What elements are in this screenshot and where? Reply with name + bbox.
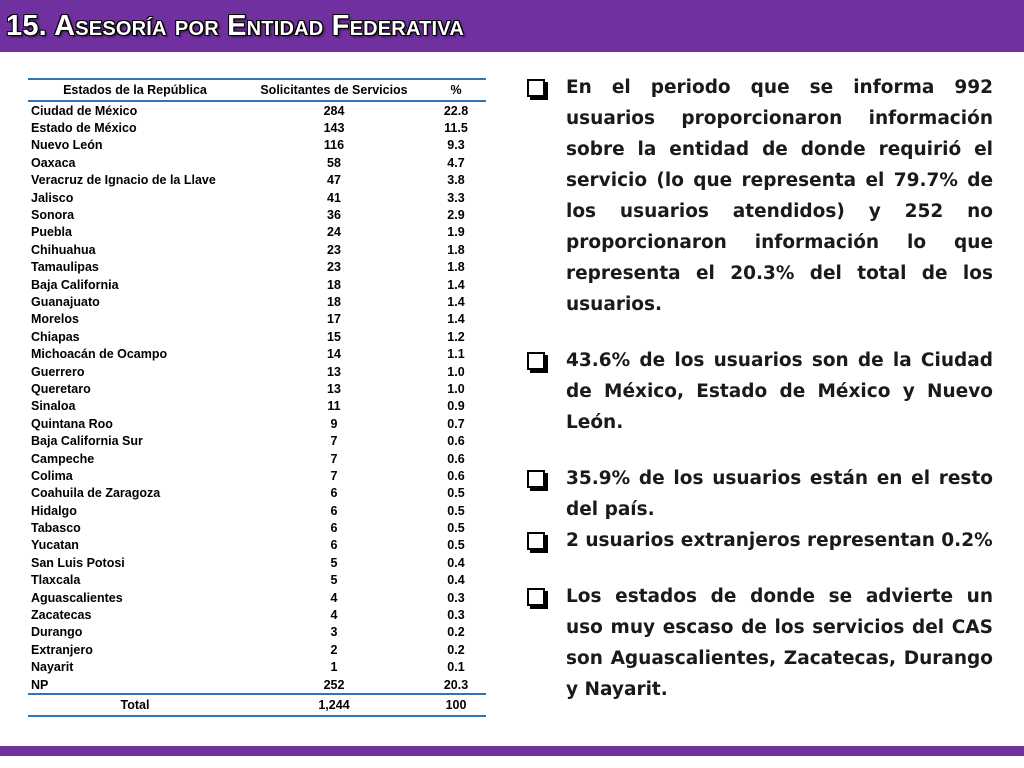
table-row [28,415,486,432]
percent-value: 22.8 [443,103,469,118]
checkbox-icon [527,352,545,370]
percent-value: 0.5 [447,538,465,553]
percent-value: 0.9 [447,399,465,414]
state-name: Tlaxcala [31,573,81,588]
slide-title: 15. Asesoría por Entidad Federativa [6,10,464,42]
request-count: 6 [330,538,338,553]
table-row [28,467,486,484]
request-count: 5 [330,555,338,570]
request-count: 4 [330,608,338,623]
request-count: 7 [330,434,338,449]
percent-value: 1.8 [447,260,465,275]
request-count: 3 [330,625,338,640]
table-header-row [28,79,486,101]
request-count: 6 [330,486,338,501]
percent-value: 1.4 [447,294,465,309]
state-name: Queretaro [31,381,91,396]
percent-value: 0.3 [447,590,465,605]
request-count: 18 [327,277,341,292]
table-row [28,154,486,171]
table-row [28,206,486,223]
request-count: 24 [327,225,341,240]
table-row [28,189,486,206]
note-text: 35.9% de los usuarios están en el resto del país. [566,468,993,520]
total-count: 1,244 [242,694,426,716]
request-count: 2 [330,642,338,657]
percent-value: 1.4 [447,312,465,327]
state-name: Baja California [31,277,119,292]
percent-value: 1.0 [447,381,465,396]
request-count: 7 [330,468,338,483]
percent-value: 0.5 [447,486,465,501]
checkbox-icon [527,470,545,488]
table-row [28,224,486,241]
table-row [28,502,486,519]
checkbox-icon [527,588,545,606]
request-count: 9 [330,416,338,431]
percent-value: 0.6 [447,468,465,483]
percent-value: 9.3 [447,138,465,153]
percent-value: 1.4 [447,277,465,292]
state-name: Colima [31,468,73,483]
state-name: Oaxaca [31,155,76,170]
percent-value: 0.6 [447,451,465,466]
state-name: Veracruz de Ignacio de la Llave [31,173,216,188]
percent-value: 1.2 [447,329,465,344]
state-name: Baja California Sur [31,434,143,449]
percent-value: 0.7 [447,416,465,431]
states-table [28,78,486,717]
state-name: Estado de México [31,121,137,136]
header-states: Estados de la República [28,79,242,101]
table-row [28,450,486,467]
note-item [523,72,993,320]
state-name: Jalisco [31,190,74,205]
request-count: 17 [327,312,341,327]
state-name: Sonora [31,208,75,223]
table-row [28,589,486,606]
percent-value: 0.2 [447,642,465,657]
state-name: Durango [31,625,83,640]
note-text: 43.6% de los usuarios son de la Ciudad de México, Estado de México y Nuevo León. [566,350,993,433]
table-row [28,241,486,258]
percent-value: 1.8 [447,242,465,257]
table-row [28,259,486,276]
percent-value: 0.2 [447,625,465,640]
percent-value: 3.8 [447,173,465,188]
table-row [28,659,486,676]
request-count: 252 [323,677,345,692]
total-percent: 100 [426,694,486,716]
request-count: 13 [327,364,341,379]
state-name: Nayarit [31,660,74,675]
state-name: Morelos [31,312,79,327]
state-name: Extranjero [31,642,93,657]
table-row [28,641,486,658]
state-name: Aguascalientes [31,590,123,605]
state-name: Hidalgo [31,503,77,518]
table-row [28,363,486,380]
percent-value: 0.1 [447,660,465,675]
state-name: Zacatecas [31,608,92,623]
note-item [523,525,993,556]
note-item [523,345,993,438]
request-count: 58 [327,155,341,170]
percent-value: 0.4 [447,573,465,588]
table-row [28,624,486,641]
state-name: Coahuila de Zaragoza [31,486,161,501]
request-count: 7 [330,451,338,466]
table-row [28,276,486,293]
state-name: Chiapas [31,329,80,344]
request-count: 143 [323,121,345,136]
request-count: 14 [327,347,341,362]
request-count: 5 [330,573,338,588]
state-name: Nuevo León [31,138,103,153]
percent-value: 4.7 [447,155,465,170]
request-count: 4 [330,590,338,605]
table-row [28,398,486,415]
table-row [28,380,486,397]
state-name: Tabasco [31,521,81,536]
percent-value: 0.5 [447,521,465,536]
request-count: 11 [327,399,341,414]
note-text: 2 usuarios extranjeros representan 0.2% [566,530,993,551]
state-name: Michoacán de Ocampo [31,347,168,362]
table-row [28,537,486,554]
state-name: Guerrero [31,364,85,379]
table-row [28,137,486,154]
percent-value: 1.9 [447,225,465,240]
percent-value: 2.9 [447,208,465,223]
notes-list [523,72,993,705]
checkbox-icon [527,79,545,97]
state-name: Guanajuato [31,294,100,309]
table-row [28,119,486,136]
state-name: San Luis Potosi [31,555,125,570]
request-count: 1 [330,660,338,675]
note-item [523,581,993,705]
request-count: 13 [327,381,341,396]
request-count: 18 [327,294,341,309]
state-name: Campeche [31,451,95,466]
table-row [28,606,486,623]
percent-value: 1.0 [447,364,465,379]
request-count: 36 [327,208,341,223]
percent-value: 20.3 [443,677,469,692]
header-requests: Solicitantes de Servicios [242,79,426,101]
table-row [28,172,486,189]
table-row [28,676,486,694]
request-count: 23 [327,260,341,275]
request-count: 47 [327,173,341,188]
table-row [28,572,486,589]
percent-value: 0.4 [447,555,465,570]
state-name: NP [31,677,49,692]
checkbox-icon [527,532,545,550]
state-name: Yucatan [31,538,79,553]
state-name: Puebla [31,225,72,240]
request-count: 284 [323,103,345,118]
note-item [523,463,993,525]
request-count: 15 [327,329,341,344]
percent-value: 0.6 [447,434,465,449]
table-row [28,328,486,345]
state-name: Sinaloa [31,399,76,414]
percent-value: 1.1 [447,347,465,362]
note-text: En el periodo que se informa 992 usuarios proporcionaron información sobre la entidad de donde requirió el servicio (lo que representa el 79.7% de los usuarios atendidos) y 252 no proporcionaron información lo que representa el 20.3% del total de los usuarios. [566,77,993,315]
table-row [28,554,486,571]
state-name: Quintana Roo [31,416,113,431]
percent-value: 0.5 [447,503,465,518]
percent-value: 3.3 [447,190,465,205]
total-label: Total [28,694,242,716]
state-name: Tamaulipas [31,260,99,275]
table-row [28,485,486,502]
table-row [28,519,486,536]
request-count: 116 [323,138,345,153]
state-name: Chihuahua [31,242,96,257]
request-count: 6 [330,521,338,536]
header-percent: % [426,79,486,101]
percent-value: 11.5 [444,121,468,136]
table-row [28,311,486,328]
state-name: Ciudad de México [31,103,138,118]
request-count: 41 [327,190,341,205]
bottom-bar [0,746,1024,756]
note-text: Los estados de donde se advierte un uso muy escaso de los servicios del CAS son Aguascalientes, Zacatecas, Durango y Nayarit. [566,586,993,700]
table-row [28,101,486,119]
table-row [28,432,486,449]
request-count: 23 [327,242,341,257]
table-row [28,345,486,362]
total-row [28,694,486,716]
percent-value: 0.3 [447,608,465,623]
table-row [28,293,486,310]
request-count: 6 [330,503,338,518]
title-bar [0,0,1024,52]
